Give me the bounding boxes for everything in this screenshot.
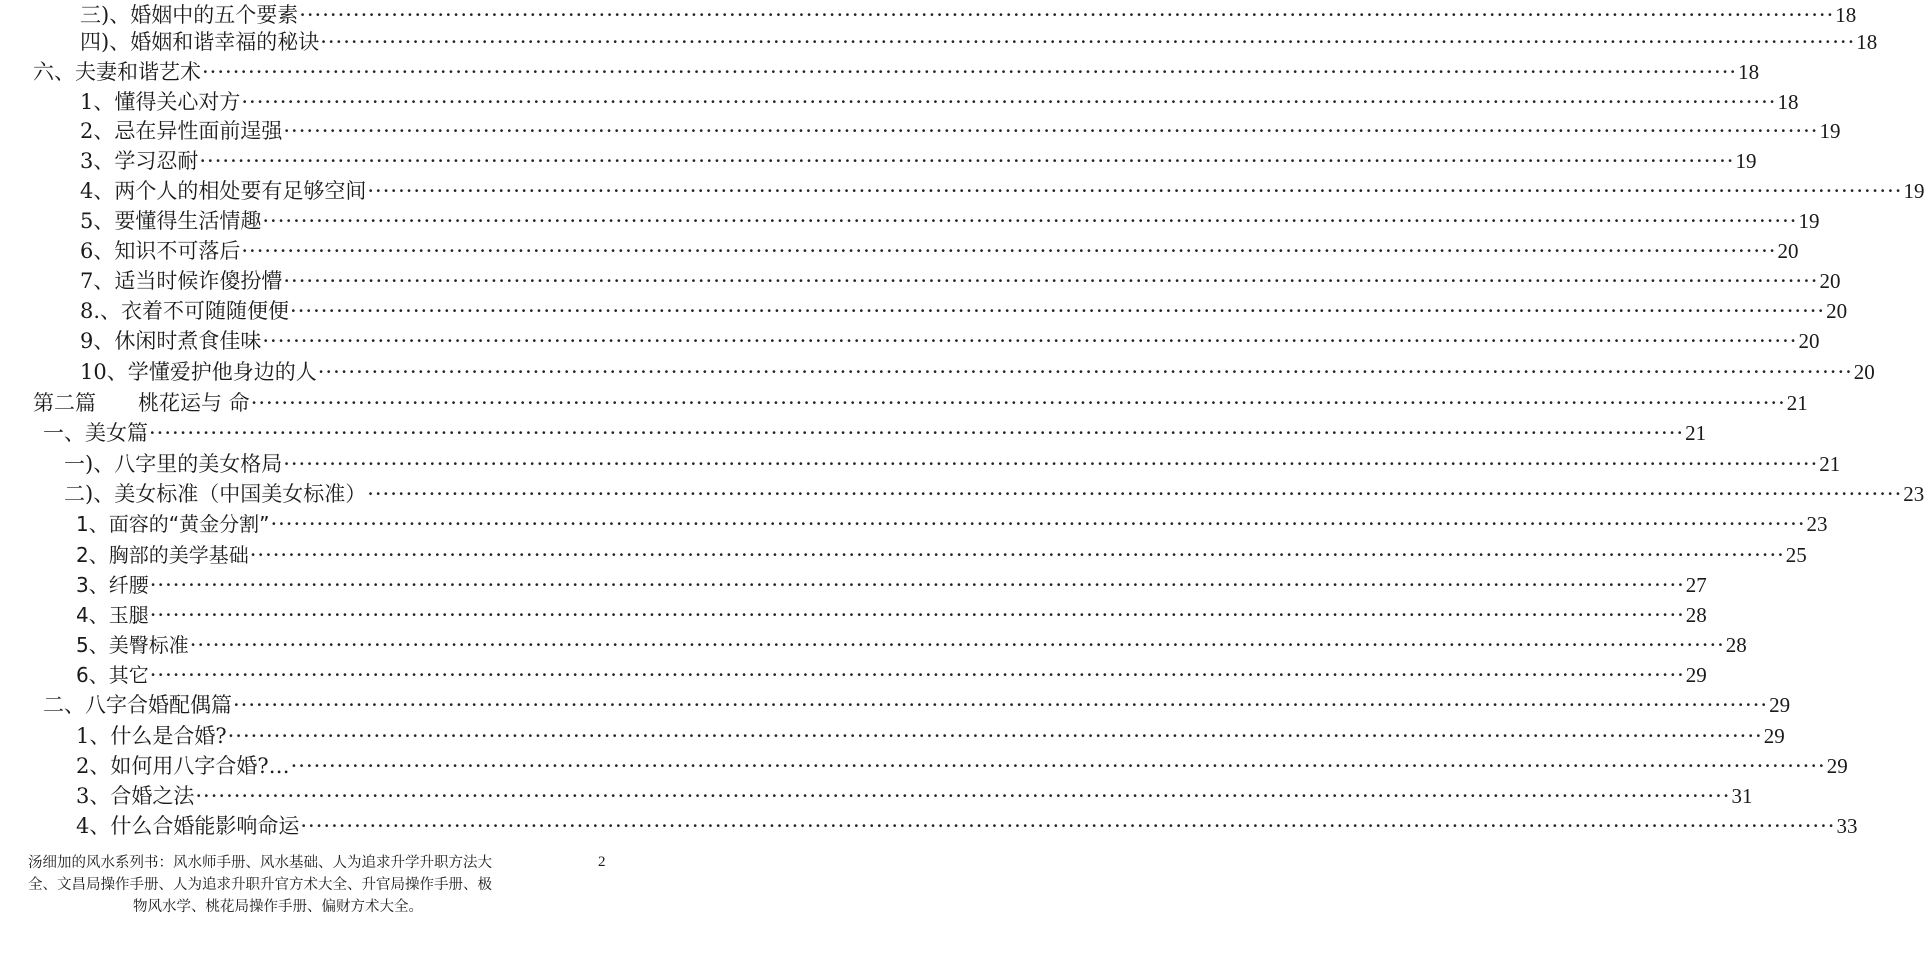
toc-entry-page: 20 xyxy=(1826,299,1848,323)
toc-entry xyxy=(76,509,1828,539)
toc-entry-page: 29 xyxy=(1763,724,1785,748)
toc-entry xyxy=(80,206,1820,236)
toc-entry xyxy=(33,388,1808,418)
toc-entry-page: 20 xyxy=(1798,329,1820,353)
toc-entry-page: 18 xyxy=(1856,30,1878,54)
toc-entry-label: 3、纤腰 xyxy=(76,573,149,597)
toc-entry xyxy=(76,600,1707,630)
toc-entry xyxy=(43,418,1707,448)
toc-entry xyxy=(76,751,1848,781)
toc-entry-page: 29 xyxy=(1685,663,1707,687)
toc-entry-label: 4、什么合婚能影响命运 xyxy=(76,814,300,838)
toc-leader-dots: ········································································································································································································ xyxy=(149,603,1685,627)
toc-entry xyxy=(64,449,1841,479)
toc-leader-dots: ········································································································································································································ xyxy=(241,239,1777,263)
toc-leader-dots: ········································································································································································································ xyxy=(149,663,1685,687)
toc-entry xyxy=(76,660,1707,690)
toc-entry-label: 三)、婚姻中的五个要素 xyxy=(80,3,299,27)
toc-leader-dots: ········································································································································································································ xyxy=(241,90,1777,114)
toc-leader-dots: ········································································································································································································ xyxy=(283,119,1819,143)
toc-entry xyxy=(80,296,1848,326)
toc-entry-label: 3、学习忍耐 xyxy=(80,149,199,173)
toc-entry-page: 29 xyxy=(1826,754,1848,778)
toc-leader-dots: ········································································································································································································ xyxy=(249,543,1785,567)
footer-series-note xyxy=(28,852,628,918)
toc-entry xyxy=(80,357,1875,387)
toc-entry-label: 二、八字合婚配偶篇 xyxy=(43,693,232,717)
toc-entry xyxy=(80,0,1857,30)
toc-entry-label: 6、知识不可落后 xyxy=(80,239,241,263)
footer-line-3: 物风水学、桃花局操作手册、偏财方术大全。 xyxy=(133,899,423,915)
toc-entry-page: 25 xyxy=(1785,543,1807,567)
toc-leader-dots: ········································································································································································································ xyxy=(262,329,1798,353)
toc-entry xyxy=(76,540,1807,570)
toc-entry-label: 第二篇 桃花运与 命 xyxy=(33,391,250,415)
toc-entry-page: 23 xyxy=(1806,512,1828,536)
toc-entry-label: 4、玉腿 xyxy=(76,603,149,627)
toc-entry xyxy=(64,479,1924,509)
toc-entry-page: 20 xyxy=(1819,269,1841,293)
toc-entry-page: 21 xyxy=(1819,452,1841,476)
toc-entry xyxy=(76,630,1747,660)
toc-leader-dots: ········································································································································································································ xyxy=(195,784,1731,808)
toc-entry-label: 1、懂得关心对方 xyxy=(80,90,241,114)
toc-entry xyxy=(80,176,1924,206)
toc-entry xyxy=(80,116,1841,146)
toc-entry-page: 29 xyxy=(1769,693,1791,717)
toc-leader-dots: ········································································································································································································ xyxy=(290,299,1826,323)
toc-leader-dots: ········································································································································································································ xyxy=(189,633,1725,657)
toc-entry xyxy=(43,690,1791,720)
toc-entry-label: 一)、八字里的美女格局 xyxy=(64,452,283,476)
toc-entry-label: 9、休闲时煮食佳味 xyxy=(80,329,262,353)
toc-leader-dots: ········································································································································································································ xyxy=(233,693,1769,717)
toc-entry-page: 20 xyxy=(1853,360,1875,384)
toc-entry-page: 27 xyxy=(1685,573,1707,597)
toc-entry xyxy=(76,811,1858,841)
toc-entry-label: 6、其它 xyxy=(76,663,149,687)
toc-entry-label: 10、学懂爱护他身边的人 xyxy=(80,360,317,384)
toc-entry-label: 2、如何用八字合婚?… xyxy=(76,754,290,778)
toc-leader-dots: ········································································································································································································ xyxy=(262,209,1798,233)
toc-entry xyxy=(80,236,1799,266)
toc-leader-dots: ········································································································································································································ xyxy=(283,269,1819,293)
toc-entry-label: 1、面容的“黄金分割” xyxy=(76,512,270,536)
toc-leader-dots: ········································································································································································································ xyxy=(317,360,1853,384)
toc-leader-dots: ········································································································································································································ xyxy=(270,512,1806,536)
toc-leader-dots: ········································································································································································································ xyxy=(290,754,1826,778)
toc-entry-label: 5、美臀标准 xyxy=(76,633,189,657)
toc-entry-label: 8.、衣着不可随随便便 xyxy=(80,299,290,323)
toc-entry-label: 2、忌在异性面前逞强 xyxy=(80,119,283,143)
toc-entry-page: 28 xyxy=(1725,633,1747,657)
footer-line-2: 全、文昌局操作手册、人为追求升职升官方术大全、升官局操作手册、极 xyxy=(28,877,492,893)
toc-entry xyxy=(76,570,1707,600)
toc-entry xyxy=(80,326,1820,356)
toc-leader-dots: ········································································································································································································ xyxy=(367,482,1903,506)
toc-entry-label: 二)、美女标准（中国美女标准） xyxy=(64,482,367,506)
toc-entry-page: 18 xyxy=(1738,60,1760,84)
toc-entry-page: 23 xyxy=(1903,482,1924,506)
toc-entry-page: 31 xyxy=(1731,784,1753,808)
toc-entry-page: 19 xyxy=(1735,149,1757,173)
toc-entry xyxy=(76,781,1753,811)
toc-entry-page: 18 xyxy=(1777,90,1799,114)
toc-entry-page: 18 xyxy=(1835,3,1857,27)
toc-entry-label: 一、美女篇 xyxy=(43,421,148,445)
toc-entry-label: 四)、婚姻和谐幸福的秘诀 xyxy=(80,30,320,54)
toc-entry-label: 1、什么是合婚? xyxy=(76,724,227,748)
toc-entry xyxy=(80,266,1841,296)
toc-entry-label: 7、适当时候诈傻扮懵 xyxy=(80,269,283,293)
toc-leader-dots: ········································································································································································································ xyxy=(367,179,1903,203)
toc-entry-page: 19 xyxy=(1903,179,1924,203)
toc-leader-dots: ········································································································································································································ xyxy=(300,814,1836,838)
toc-entry xyxy=(33,57,1760,87)
toc-entry xyxy=(80,146,1757,176)
toc-entry-label: 六、夫妻和谐艺术 xyxy=(33,60,201,84)
toc-entry xyxy=(80,27,1878,57)
toc-entry-label: 4、两个人的相处要有足够空间 xyxy=(80,179,367,203)
page-number: 2 xyxy=(598,854,606,870)
toc-entry-page: 21 xyxy=(1786,391,1808,415)
toc-entry-label: 3、合婚之法 xyxy=(76,784,195,808)
toc-leader-dots: ········································································································································································································ xyxy=(202,60,1738,84)
toc-entry-label: 2、胸部的美学基础 xyxy=(76,543,249,567)
toc-leader-dots: ········································································································································································································ xyxy=(149,573,1685,597)
toc-entry-page: 28 xyxy=(1685,603,1707,627)
toc-entry-page: 19 xyxy=(1819,119,1841,143)
toc-leader-dots: ········································································································································································································ xyxy=(320,30,1856,54)
toc-leader-dots: ········································································································································································································ xyxy=(283,452,1819,476)
toc-leader-dots: ········································································································································································································ xyxy=(250,391,1786,415)
toc-entry xyxy=(76,721,1785,751)
toc-leader-dots: ········································································································································································································ xyxy=(227,724,1763,748)
toc-entry-page: 33 xyxy=(1836,814,1858,838)
toc-entry-page: 20 xyxy=(1777,239,1799,263)
footer-line-1: 汤细加的风水系列书：风水师手册、风水基础、人为追求升学升职方法大 xyxy=(28,855,492,871)
toc-entry-page: 19 xyxy=(1798,209,1820,233)
toc-entry xyxy=(80,87,1799,117)
toc-leader-dots: ········································································································································································································ xyxy=(149,421,1685,445)
toc-entry-page: 21 xyxy=(1685,421,1707,445)
toc-entry-label: 5、要懂得生活情趣 xyxy=(80,209,262,233)
toc-leader-dots: ········································································································································································································ xyxy=(299,3,1835,27)
toc-leader-dots: ········································································································································································································ xyxy=(199,149,1735,173)
